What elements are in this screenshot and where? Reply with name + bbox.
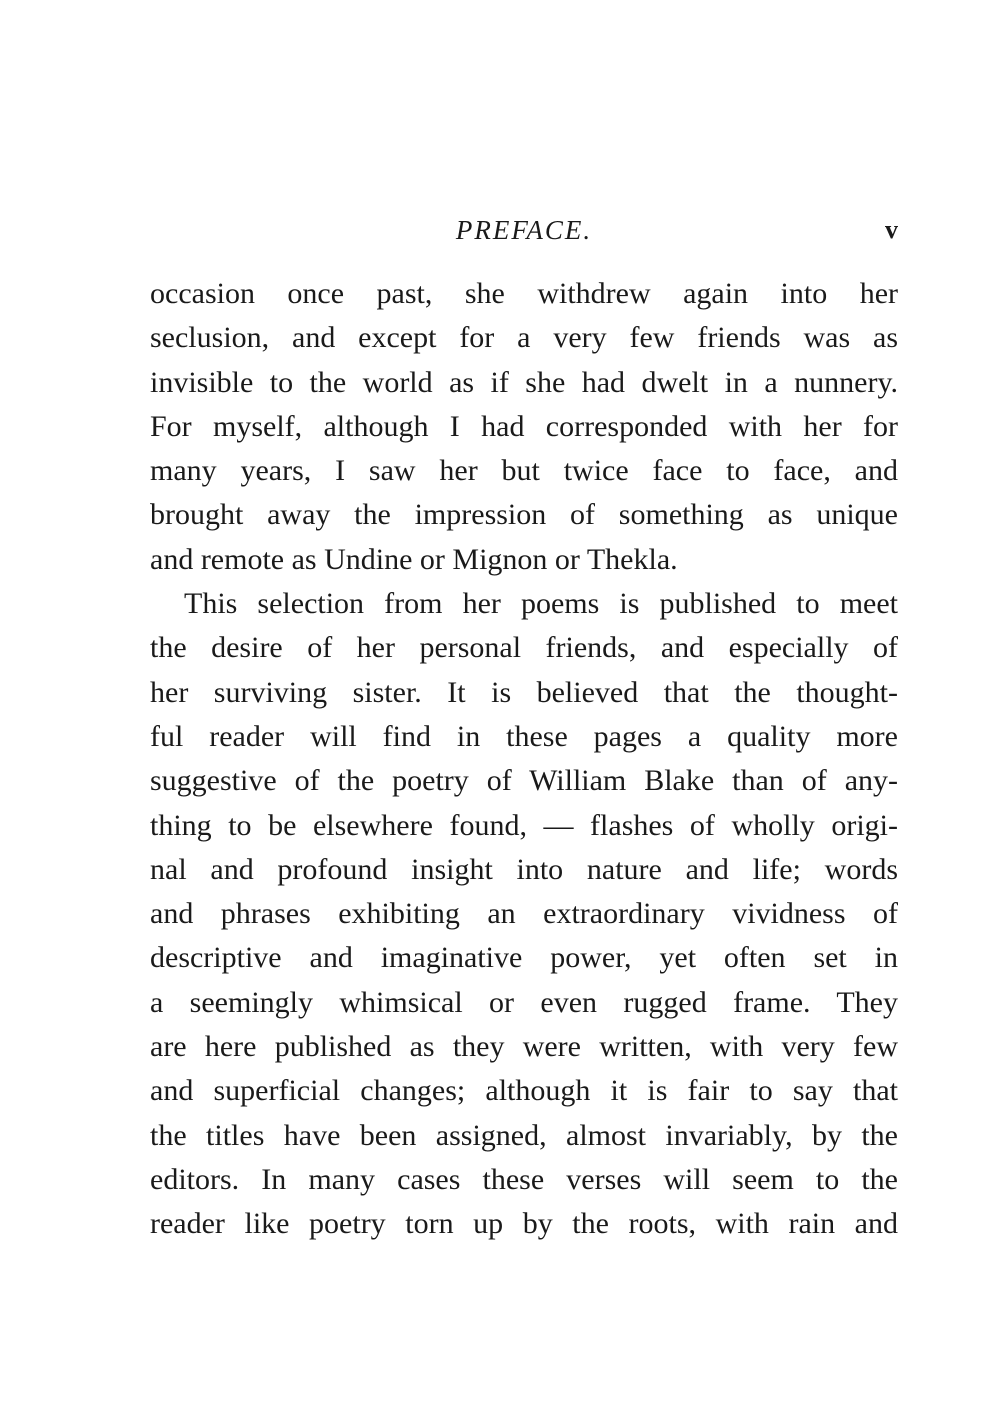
text-line: invisible to the world as if she had dwelt in a nunnery.: [150, 365, 898, 399]
text-line: descriptive and imaginative power, yet often set in: [150, 941, 898, 975]
running-title: PREFACE.: [455, 215, 593, 245]
text-line: and phrases exhibiting an extraordinary vividness of: [150, 897, 898, 931]
text-line: thing to be elsewhere found, — flashes of wholly origi-: [150, 808, 898, 842]
text-line: brought away the impression of something as unique: [150, 498, 898, 532]
text-line: her surviving sister. It is believed that the thought-: [150, 675, 898, 709]
text-line: suggestive of the poetry of William Blake than of any-: [150, 764, 898, 798]
body-text: [150, 272, 898, 1247]
paragraph-1: [150, 272, 898, 582]
text-line: and superficial changes; although it is fair to say that: [150, 1074, 898, 1108]
text-line: nal and profound insight into nature and life; words: [150, 852, 898, 886]
text-line: are here published as they were written, with very few: [150, 1030, 898, 1064]
text-line: many years, I saw her but twice face to face, and: [150, 454, 898, 488]
text-line: a seemingly whimsical or even rugged frame. They: [150, 985, 898, 1019]
paragraph-2: [150, 582, 898, 1246]
text-line: the desire of her personal friends, and especially of: [150, 631, 898, 665]
text-line: For myself, although I had corresponded with her for: [150, 409, 898, 443]
page-number: v: [885, 215, 898, 244]
text-line: This selection from her poems is published to meet: [184, 587, 898, 621]
text-line: and remote as Undine or Mignon or Thekla.: [150, 542, 678, 576]
text-line: seclusion, and except for a very few friends was as: [150, 321, 898, 355]
text-line: the titles have been assigned, almost invariably, by the: [150, 1118, 898, 1152]
text-line: editors. In many cases these verses will seem to the: [150, 1162, 898, 1196]
text-line: reader like poetry torn up by the roots, with rain and: [150, 1207, 898, 1241]
running-head: [150, 210, 898, 250]
text-line: occasion once past, she withdrew again into her: [150, 277, 898, 310]
text-line: ful reader will find in these pages a quality more: [150, 719, 898, 753]
